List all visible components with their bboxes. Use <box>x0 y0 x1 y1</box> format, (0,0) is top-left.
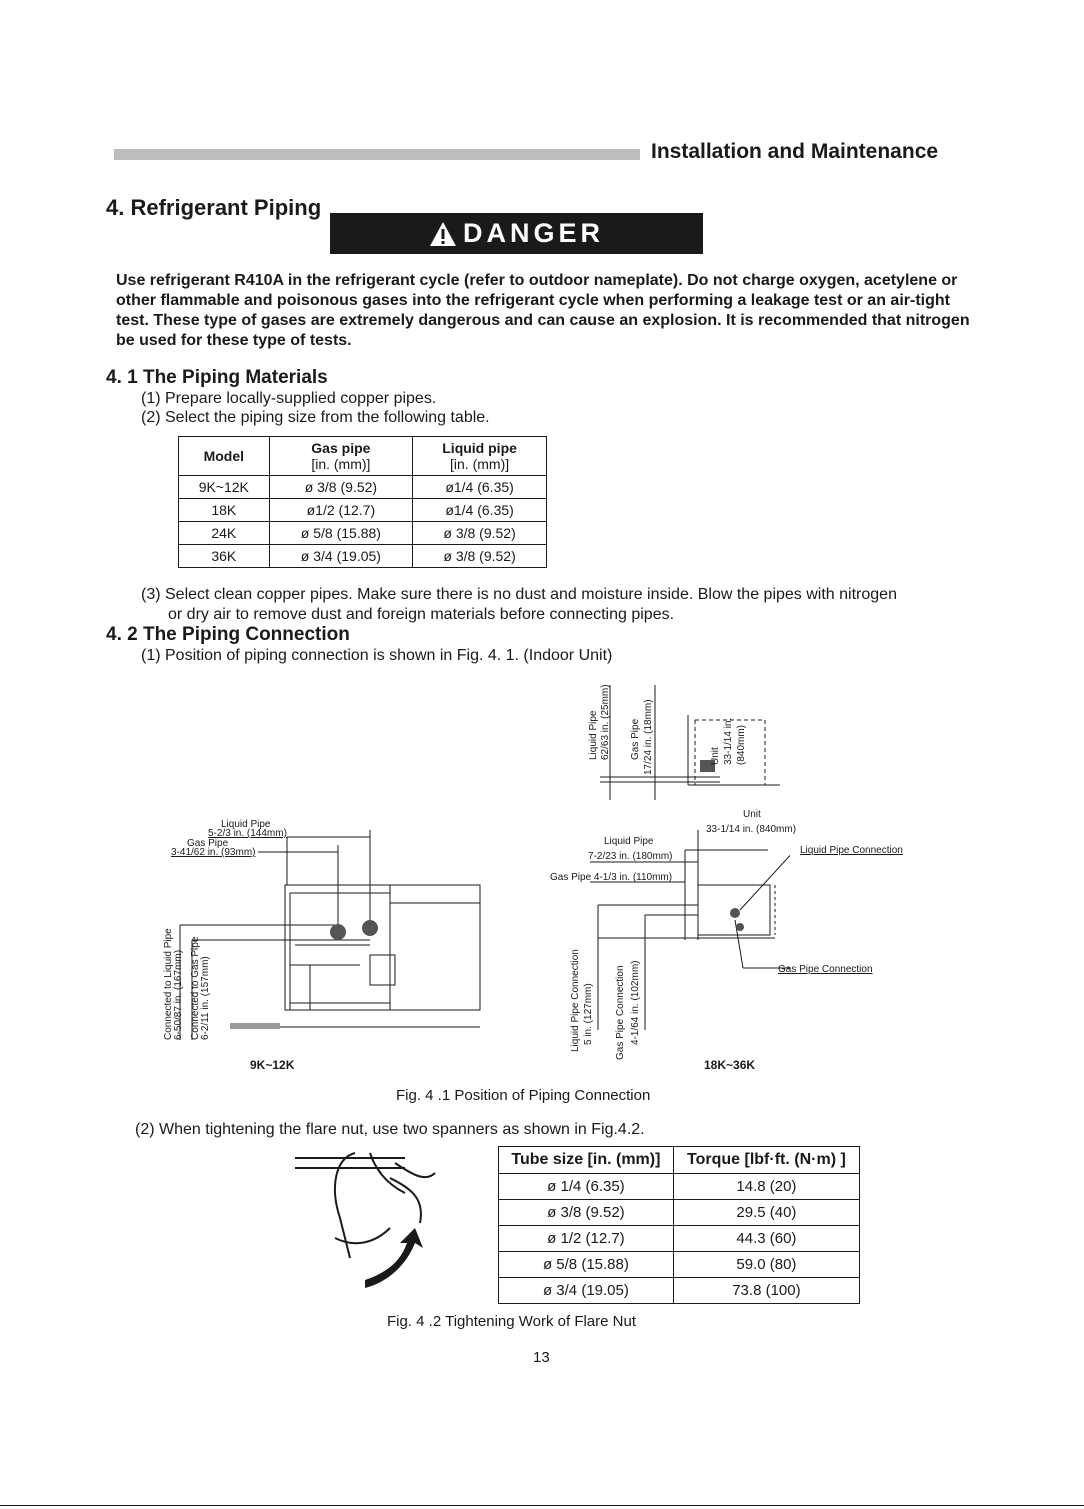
cell-gas: ø 5/8 (15.88) <box>269 522 413 545</box>
table-row <box>179 476 547 499</box>
cell-model: 36K <box>179 545 270 568</box>
cell-torque: 44.3 (60) <box>673 1226 859 1252</box>
cell-liquid: ø 3/8 (9.52) <box>413 522 547 545</box>
v-gas-label: Gas Pipe Connection <box>615 965 626 1060</box>
cell-torque: 29.5 (40) <box>673 1200 859 1226</box>
top-liquid-dim: 62/63 in. (25mm) <box>600 684 611 760</box>
table-row <box>499 1174 860 1200</box>
liquid-pipe-dim: 5-2/3 in. (144mm) <box>208 828 287 839</box>
top-liquid-label: Liquid Pipe <box>588 710 599 760</box>
connection-item-2: (2) When tightening the flare nut, use two spanners as shown in Fig.4.2. <box>135 1121 645 1138</box>
table-header-model: Model <box>179 437 270 476</box>
torque-header-torque: Torque [lbf·ft. (N·m) ] <box>673 1147 859 1174</box>
v-liquid-dim: 5 in. (127mm) <box>583 983 594 1045</box>
table-row <box>179 499 547 522</box>
connection-item-1: (1) Position of piping connection is shown in Fig. 4. 1. (Indoor Unit) <box>141 647 613 664</box>
subsection-title-materials: 4. 1 The Piping Materials <box>106 367 328 388</box>
cell-liquid: ø1/4 (6.35) <box>413 499 547 522</box>
cell-model: 24K <box>179 522 270 545</box>
fig41-caption: Fig. 4 .1 Position of Piping Connection <box>396 1087 651 1104</box>
gas-pipe-connection-label: Gas Pipe Connection <box>778 964 873 975</box>
page-bottom-rule <box>0 1505 1084 1506</box>
materials-item-2: (2) Select the piping size from the following table. <box>141 409 490 426</box>
cell-torque: 59.0 (80) <box>673 1252 859 1278</box>
table-row <box>499 1278 860 1304</box>
unit-dim: 33-1/14 in. (840mm) <box>706 824 797 835</box>
side-liquid-dim: 7-2/23 in. (180mm) <box>588 851 673 862</box>
unit-label: Unit <box>743 809 761 820</box>
top-gas-dim: 17/24 in. (18mm) <box>643 699 654 775</box>
liquid-pipe-connection-label: Liquid Pipe Connection <box>800 845 903 856</box>
table-header-gas: Gas pipe [in. (mm)] <box>269 437 413 476</box>
gas-pipe-dim: 3-41/62 in. (93mm) <box>171 847 256 858</box>
table-row <box>499 1200 860 1226</box>
indoor-unit-top-view <box>590 685 790 805</box>
table-row <box>499 1226 860 1252</box>
torque-table <box>498 1146 860 1304</box>
side-liquid-label: Liquid Pipe <box>604 836 654 847</box>
cell-gas: ø1/2 (12.7) <box>269 499 413 522</box>
cell-model: 9K~12K <box>179 476 270 499</box>
conn-liquid-label: Connected to Liquid Pipe <box>163 928 174 1040</box>
gas-pipe-label: Gas Pipe <box>187 838 229 849</box>
cell-gas: ø 3/8 (9.52) <box>269 476 413 499</box>
cell-torque: 14.8 (20) <box>673 1174 859 1200</box>
cell-gas: ø 3/4 (19.05) <box>269 545 413 568</box>
torque-header-tube: Tube size [in. (mm)] <box>499 1147 674 1174</box>
cell-tube: ø 3/4 (19.05) <box>499 1278 674 1304</box>
pipe-size-table <box>178 436 547 568</box>
model-label-9k: 9K~12K <box>250 1058 295 1072</box>
model-label-18k: 18K~36K <box>704 1058 756 1072</box>
materials-item-1: (1) Prepare locally-supplied copper pipes. <box>141 390 437 407</box>
cell-tube: ø 3/8 (9.52) <box>499 1200 674 1226</box>
cell-tube: ø 1/2 (12.7) <box>499 1226 674 1252</box>
header-title: Installation and Maintenance <box>651 140 939 163</box>
header-rule <box>114 149 640 160</box>
side-gas-dim: Gas Pipe 4-1/3 in. (110mm) <box>550 872 673 883</box>
top-gas-label: Gas Pipe <box>630 718 641 760</box>
liquid-pipe-label: Liquid Pipe <box>221 819 271 830</box>
cell-tube: ø 5/8 (15.88) <box>499 1252 674 1278</box>
top-unit-label: Unit <box>710 747 721 765</box>
top-unit-dim: 33-1/14 in. <box>723 717 734 765</box>
cell-liquid: ø 3/8 (9.52) <box>413 545 547 568</box>
v-gas-dim: 4-1/64 in. (102mm) <box>630 960 641 1045</box>
subsection-title-connection: 4. 2 The Piping Connection <box>106 624 350 645</box>
cell-torque: 73.8 (100) <box>673 1278 859 1304</box>
table-row <box>179 545 547 568</box>
spanners-illustration <box>295 1148 445 1298</box>
table-row <box>499 1252 860 1278</box>
danger-label: DANGER <box>462 218 604 248</box>
cell-tube: ø 1/4 (6.35) <box>499 1174 674 1200</box>
cell-liquid: ø1/4 (6.35) <box>413 476 547 499</box>
materials-item-3a: (3) Select clean copper pipes. Make sure there is no dust and moisture inside. Blow the pipes with nitrogen <box>141 586 897 603</box>
conn-gas-label: Connected to Gas Pipe <box>190 936 201 1040</box>
conn-liquid-dim: 6-50/87 in. (167mm) <box>173 949 184 1040</box>
top-unit-mm: (840mm) <box>736 724 747 765</box>
conn-gas-dim: 6-2/11 in. (157mm) <box>200 956 211 1040</box>
page-number: 13 <box>533 1349 550 1366</box>
v-liquid-label: Liquid Pipe Connection <box>570 949 581 1052</box>
cell-model: 18K <box>179 499 270 522</box>
warning-text: Use refrigerant R410A in the refrigerant cycle (refer to outdoor nameplate). Do not charge oxygen, acetylene or other flammable and poisonous gases into the refrigerant cycle when performing a leakage test or an air-tight test. These type of gases are extremely dangerous and can cause an explosion. It is recommended that nitrogen be used for these type of tests. <box>116 272 970 349</box>
fig42-caption: Fig. 4 .2 Tightening Work of Flare Nut <box>387 1313 637 1330</box>
danger-banner <box>330 213 703 254</box>
warning-triangle-icon <box>429 221 457 247</box>
section-title: 4. Refrigerant Piping <box>106 195 322 220</box>
table-row <box>179 522 547 545</box>
materials-item-3b: or dry air to remove dust and foreign materials before connecting pipes. <box>168 606 675 623</box>
table-header-liquid: Liquid pipe [in. (mm)] <box>413 437 547 476</box>
